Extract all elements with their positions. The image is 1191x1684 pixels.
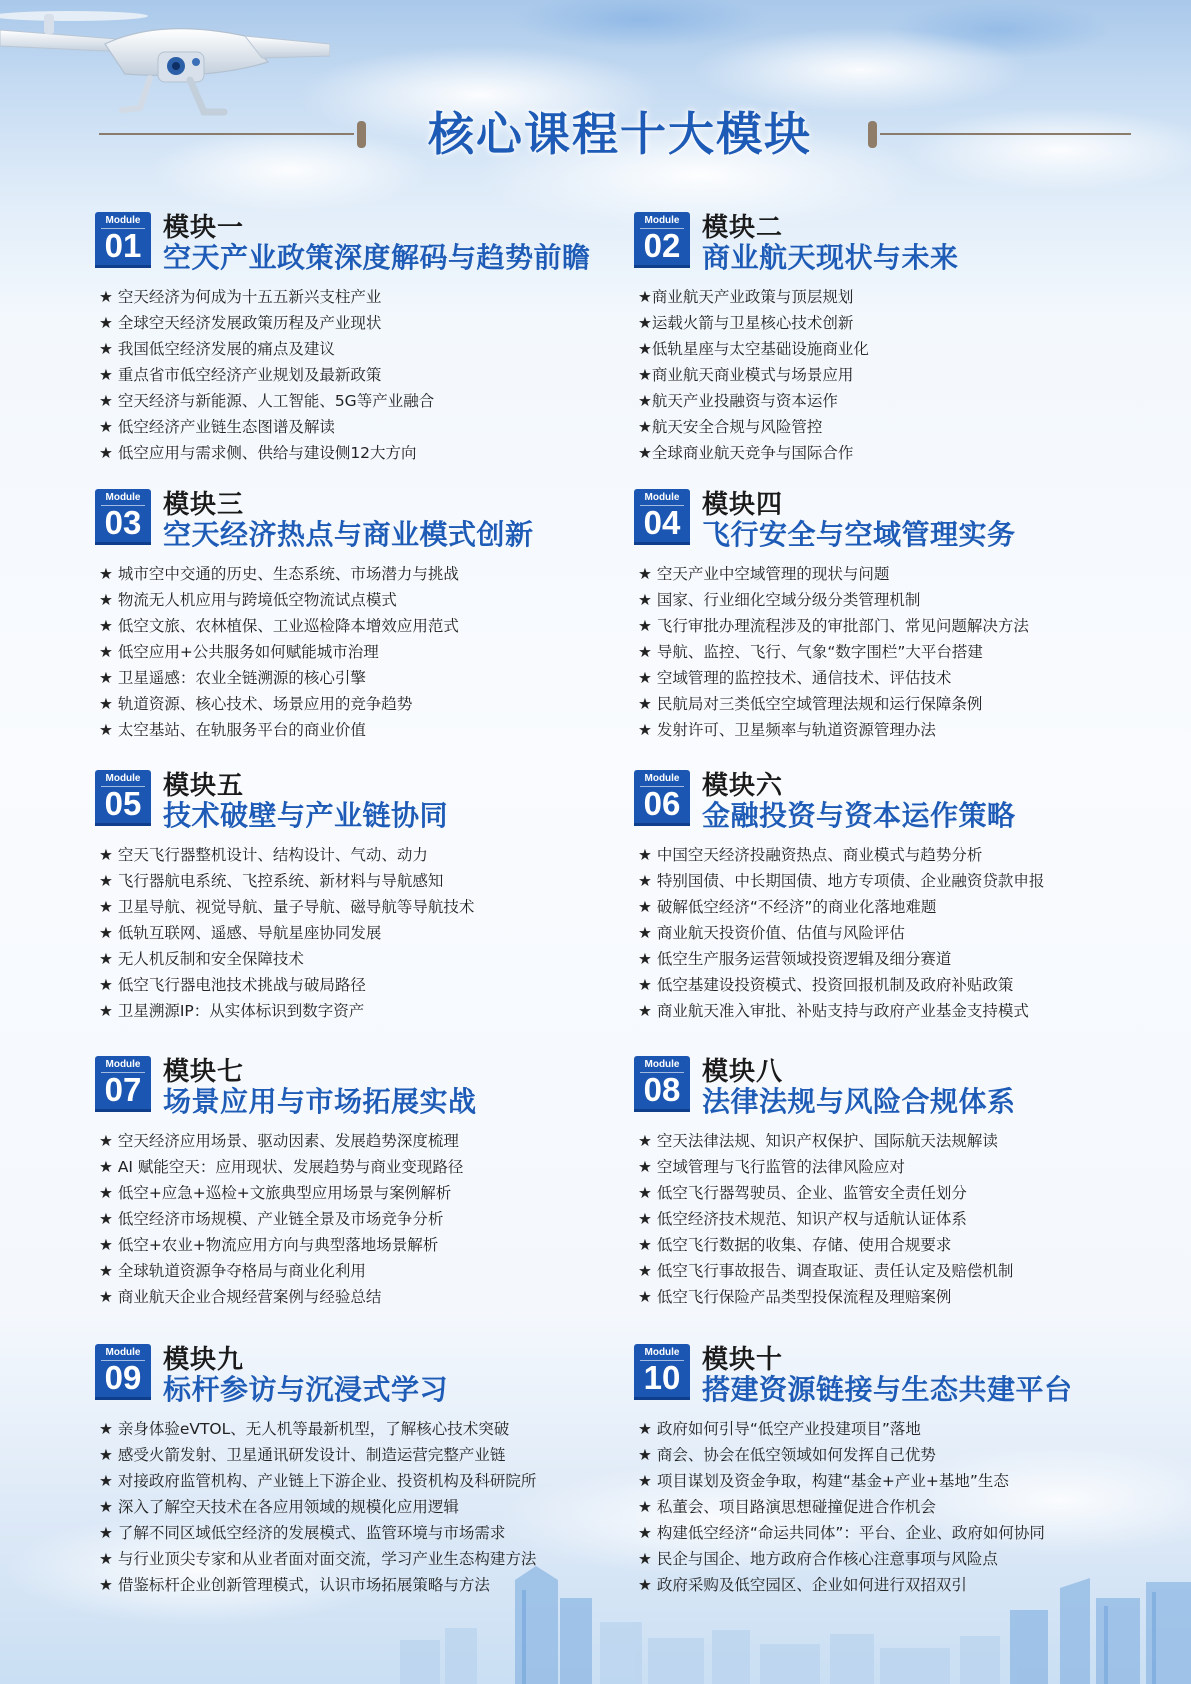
city-skyline-icon — [0, 1540, 1191, 1684]
list-item: ★低轨星座与太空基础设施商业化 — [638, 340, 869, 358]
list-item: ★ 卫星导航、视觉导航、量子导航、磁导航等导航技术 — [99, 898, 475, 916]
list-item: ★ 构建低空经济“命运共同体”：平台、企业、政府如何协同 — [638, 1524, 1045, 1542]
list-item: ★ 感受火箭发射、卫星通讯研发设计、制造运营完整产业链 — [99, 1446, 506, 1464]
list-item: ★ 低空飞行器电池技术挑战与破局路径 — [99, 976, 366, 994]
list-item: ★ 导航、监控、飞行、气象“数字围栏”大平台搭建 — [638, 643, 983, 661]
list-item: ★ 重点省市低空经济产业规划及最新政策 — [99, 366, 382, 384]
list-item: ★ 轨道资源、核心技术、场景应用的竞争趋势 — [99, 695, 413, 713]
module-card-04 — [634, 489, 1174, 745]
list-item: ★ 低空飞行器驾驶员、企业、监管安全责任划分 — [638, 1184, 967, 1202]
list-item: ★ 中国空天经济投融资热点、商业模式与趋势分析 — [638, 846, 983, 864]
list-item: ★ 商业航天准入审批、补贴支持与政府产业基金支持模式 — [638, 1002, 1029, 1020]
list-item: ★ 低空+农业+物流应用方向与典型落地场景解析 — [99, 1236, 439, 1254]
list-item: ★ 无人机反制和安全保障技术 — [99, 950, 304, 968]
module-badge — [634, 212, 690, 268]
list-item: ★ 低空经济市场规模、产业链全景及市场竞争分析 — [99, 1210, 444, 1228]
list-item: ★ 低空应用与需求侧、供给与建设侧12大方向 — [99, 444, 417, 462]
module-topic-list — [638, 842, 1044, 1024]
list-item: ★ 空天法律法规、知识产权保护、国际航天法规解读 — [638, 1132, 998, 1150]
module-subtitle: 金融投资与资本运作策略 — [702, 799, 1016, 832]
module-subtitle: 法律法规与风险合规体系 — [702, 1085, 1016, 1118]
module-subtitle: 空天经济热点与商业模式创新 — [163, 518, 534, 551]
module-badge-label: Module — [105, 215, 141, 226]
list-item: ★ 商会、协会在低空领域如何发挥自己优势 — [638, 1446, 936, 1464]
module-badge-label: Module — [644, 215, 680, 226]
list-item: ★ 民航局对三类低空空域管理法规和运行保障条例 — [638, 695, 983, 713]
module-topic-list — [638, 561, 1029, 743]
list-item: ★ 商业航天投资价值、估值与风险评估 — [638, 924, 905, 942]
module-number: 07 — [104, 1071, 142, 1108]
module-name: 模块三 — [163, 490, 245, 520]
list-item: ★ 飞行审批办理流程涉及的审批部门、常见问题解决方法 — [638, 617, 1029, 635]
list-item: ★ 低空飞行事故报告、调查取证、责任认定及赔偿机制 — [638, 1262, 1014, 1280]
module-topic-list — [638, 284, 869, 466]
list-item: ★ 与行业顶尖专家和从业者面对面交流，学习产业生态构建方法 — [99, 1550, 537, 1568]
list-item: ★ 国家、行业细化空域分级分类管理机制 — [638, 591, 921, 609]
module-number: 02 — [643, 227, 681, 264]
list-item: ★ 借鉴标杆企业创新管理模式，认识市场拓展策略与方法 — [99, 1576, 490, 1594]
list-item: ★ 破解低空经济“不经济”的商业化落地难题 — [638, 898, 937, 916]
list-item: ★ 低空生产服务运营领域投资逻辑及细分赛道 — [638, 950, 952, 968]
list-item: ★ 低空基建设投资模式、投资回报机制及政府补贴政策 — [638, 976, 1014, 994]
list-item: ★ 发射许可、卫星频率与轨道资源管理办法 — [638, 721, 936, 739]
module-badge — [95, 1344, 151, 1400]
module-number: 09 — [104, 1359, 142, 1396]
module-subtitle: 商业航天现状与未来 — [702, 241, 959, 274]
list-item: ★ 飞行器航电系统、飞控系统、新材料与导航感知 — [99, 872, 444, 890]
module-badge-label: Module — [105, 1059, 141, 1070]
header-divider-bar-right — [868, 121, 877, 148]
list-item: ★ 深入了解空天技术在各应用领域的规模化应用逻辑 — [99, 1498, 459, 1516]
module-topic-list — [99, 1128, 463, 1310]
module-number: 06 — [643, 785, 681, 822]
list-item: ★ 亲身体验eVTOL、无人机等最新机型，了解核心技术突破 — [99, 1420, 510, 1438]
list-item: ★ 物流无人机应用与跨境低空物流试点模式 — [99, 591, 397, 609]
list-item: ★ 卫星遥感：农业全链溯源的核心引擎 — [99, 669, 366, 687]
module-name: 模块八 — [702, 1057, 784, 1087]
module-badge-label: Module — [644, 1347, 680, 1358]
page-title: 核心课程十大模块 — [428, 107, 812, 161]
module-badge — [634, 1056, 690, 1112]
list-item: ★ 项目谋划及资金争取，构建“基金+产业+基地”生态 — [638, 1472, 1009, 1490]
module-name: 模块一 — [163, 213, 245, 243]
module-subtitle: 空天产业政策深度解码与趋势前瞻 — [163, 241, 591, 274]
list-item: ★ 空天经济与新能源、人工智能、5G等产业融合 — [99, 392, 435, 410]
module-number: 05 — [104, 785, 142, 822]
header-divider-bar-left — [357, 121, 366, 148]
list-item: ★ 空域管理的监控技术、通信技术、评估技术 — [638, 669, 952, 687]
module-badge — [634, 1344, 690, 1400]
list-item: ★ 太空基站、在轨服务平台的商业价值 — [99, 721, 366, 739]
module-badge — [634, 770, 690, 826]
list-item: ★ 了解不同区域低空经济的发展模式、监管环境与市场需求 — [99, 1524, 506, 1542]
module-badge — [95, 212, 151, 268]
module-topic-list — [99, 284, 434, 466]
list-item: ★ 对接政府监管机构、产业链上下游企业、投资机构及科研院所 — [99, 1472, 537, 1490]
header-divider-line-right — [880, 133, 1131, 135]
list-item: ★ 低空经济产业链生态图谱及解读 — [99, 418, 335, 436]
module-name: 模块十 — [702, 1345, 784, 1375]
module-number: 10 — [643, 1359, 681, 1396]
module-name: 模块五 — [163, 771, 245, 801]
module-topic-list — [638, 1128, 1013, 1310]
list-item: ★ 城市空中交通的历史、生态系统、市场潜力与挑战 — [99, 565, 459, 583]
list-item: ★ 空天经济应用场景、驱动因素、发展趋势深度梳理 — [99, 1132, 459, 1150]
list-item: ★ 低轨互联网、遥感、导航星座协同发展 — [99, 924, 382, 942]
list-item: ★全球商业航天竞争与国际合作 — [638, 444, 854, 462]
module-subtitle: 技术破壁与产业链协同 — [163, 799, 449, 832]
list-item: ★ 低空+应急+巡检+文旅典型应用场景与案例解析 — [99, 1184, 452, 1202]
module-badge — [634, 489, 690, 545]
list-item: ★ 空天产业中空域管理的现状与问题 — [638, 565, 890, 583]
list-item: ★ 政府如何引导“低空产业投建项目”落地 — [638, 1420, 921, 1438]
list-item: ★ 全球轨道资源争夺格局与商业化利用 — [99, 1262, 366, 1280]
module-name: 模块四 — [702, 490, 784, 520]
module-badge-label: Module — [644, 1059, 680, 1070]
list-item: ★ AI 赋能空天：应用现状、发展趋势与商业变现路径 — [99, 1158, 464, 1176]
list-item: ★ 商业航天企业合规经营案例与经验总结 — [99, 1288, 382, 1306]
module-badge-label: Module — [105, 1347, 141, 1358]
header-divider-line-left — [99, 133, 354, 135]
module-number: 01 — [104, 227, 142, 264]
module-subtitle: 飞行安全与空域管理实务 — [702, 518, 1016, 551]
module-badge-label: Module — [644, 773, 680, 784]
module-name: 模块六 — [702, 771, 784, 801]
module-topic-list — [99, 842, 474, 1024]
list-item: ★ 空天经济为何成为十五五新兴支柱产业 — [99, 288, 382, 306]
list-item: ★运载火箭与卫星核心技术创新 — [638, 314, 854, 332]
list-item: ★ 低空经济技术规范、知识产权与适航认证体系 — [638, 1210, 967, 1228]
module-name: 模块七 — [163, 1057, 245, 1087]
module-name: 模块二 — [702, 213, 784, 243]
list-item: ★ 低空应用+公共服务如何赋能城市治理 — [99, 643, 379, 661]
module-card-02 — [634, 212, 1174, 468]
module-badge — [95, 489, 151, 545]
module-badge-label: Module — [105, 492, 141, 503]
module-card-07 — [95, 1056, 635, 1312]
module-subtitle: 标杆参访与沉浸式学习 — [163, 1373, 449, 1406]
module-badge-label: Module — [644, 492, 680, 503]
module-number: 08 — [643, 1071, 681, 1108]
list-item: ★ 低空飞行保险产品类型投保流程及理赔案例 — [638, 1288, 952, 1306]
list-item: ★航天产业投融资与资本运作 — [638, 392, 838, 410]
module-subtitle: 搭建资源链接与生态共建平台 — [702, 1373, 1073, 1406]
module-name: 模块九 — [163, 1345, 245, 1375]
drone-icon — [0, 0, 330, 125]
module-card-08 — [634, 1056, 1174, 1312]
list-item: ★ 空天飞行器整机设计、结构设计、气动、动力 — [99, 846, 428, 864]
list-item: ★ 私董会、项目路演思想碰撞促进合作机会 — [638, 1498, 936, 1516]
list-item: ★ 低空飞行数据的收集、存储、使用合规要求 — [638, 1236, 952, 1254]
list-item: ★ 我国低空经济发展的痛点及建议 — [99, 340, 335, 358]
module-badge — [95, 770, 151, 826]
list-item: ★ 全球空天经济发展政策历程及产业现状 — [99, 314, 382, 332]
module-number: 03 — [104, 504, 142, 541]
list-item: ★ 民企与国企、地方政府合作核心注意事项与风险点 — [638, 1550, 998, 1568]
list-item: ★ 卫星溯源IP：从实体标识到数字资产 — [99, 1002, 365, 1020]
module-subtitle: 场景应用与市场拓展实战 — [163, 1085, 477, 1118]
module-card-03 — [95, 489, 635, 745]
module-card-06 — [634, 770, 1174, 1026]
module-badge-label: Module — [105, 773, 141, 784]
module-badge — [95, 1056, 151, 1112]
module-topic-list — [99, 561, 459, 743]
list-item: ★商业航天商业模式与场景应用 — [638, 366, 854, 384]
list-item: ★航天安全合规与风险管控 — [638, 418, 823, 436]
list-item: ★ 政府采购及低空园区、企业如何进行双招双引 — [638, 1576, 967, 1594]
list-item: ★ 空域管理与飞行监管的法律风险应对 — [638, 1158, 905, 1176]
module-card-01 — [95, 212, 635, 468]
list-item: ★商业航天产业政策与顶层规划 — [638, 288, 854, 306]
module-number: 04 — [643, 504, 681, 541]
module-card-05 — [95, 770, 635, 1026]
list-item: ★ 特别国债、中长期国债、地方专项债、企业融资贷款申报 — [638, 872, 1045, 890]
list-item: ★ 低空文旅、农林植保、工业巡检降本增效应用范式 — [99, 617, 459, 635]
